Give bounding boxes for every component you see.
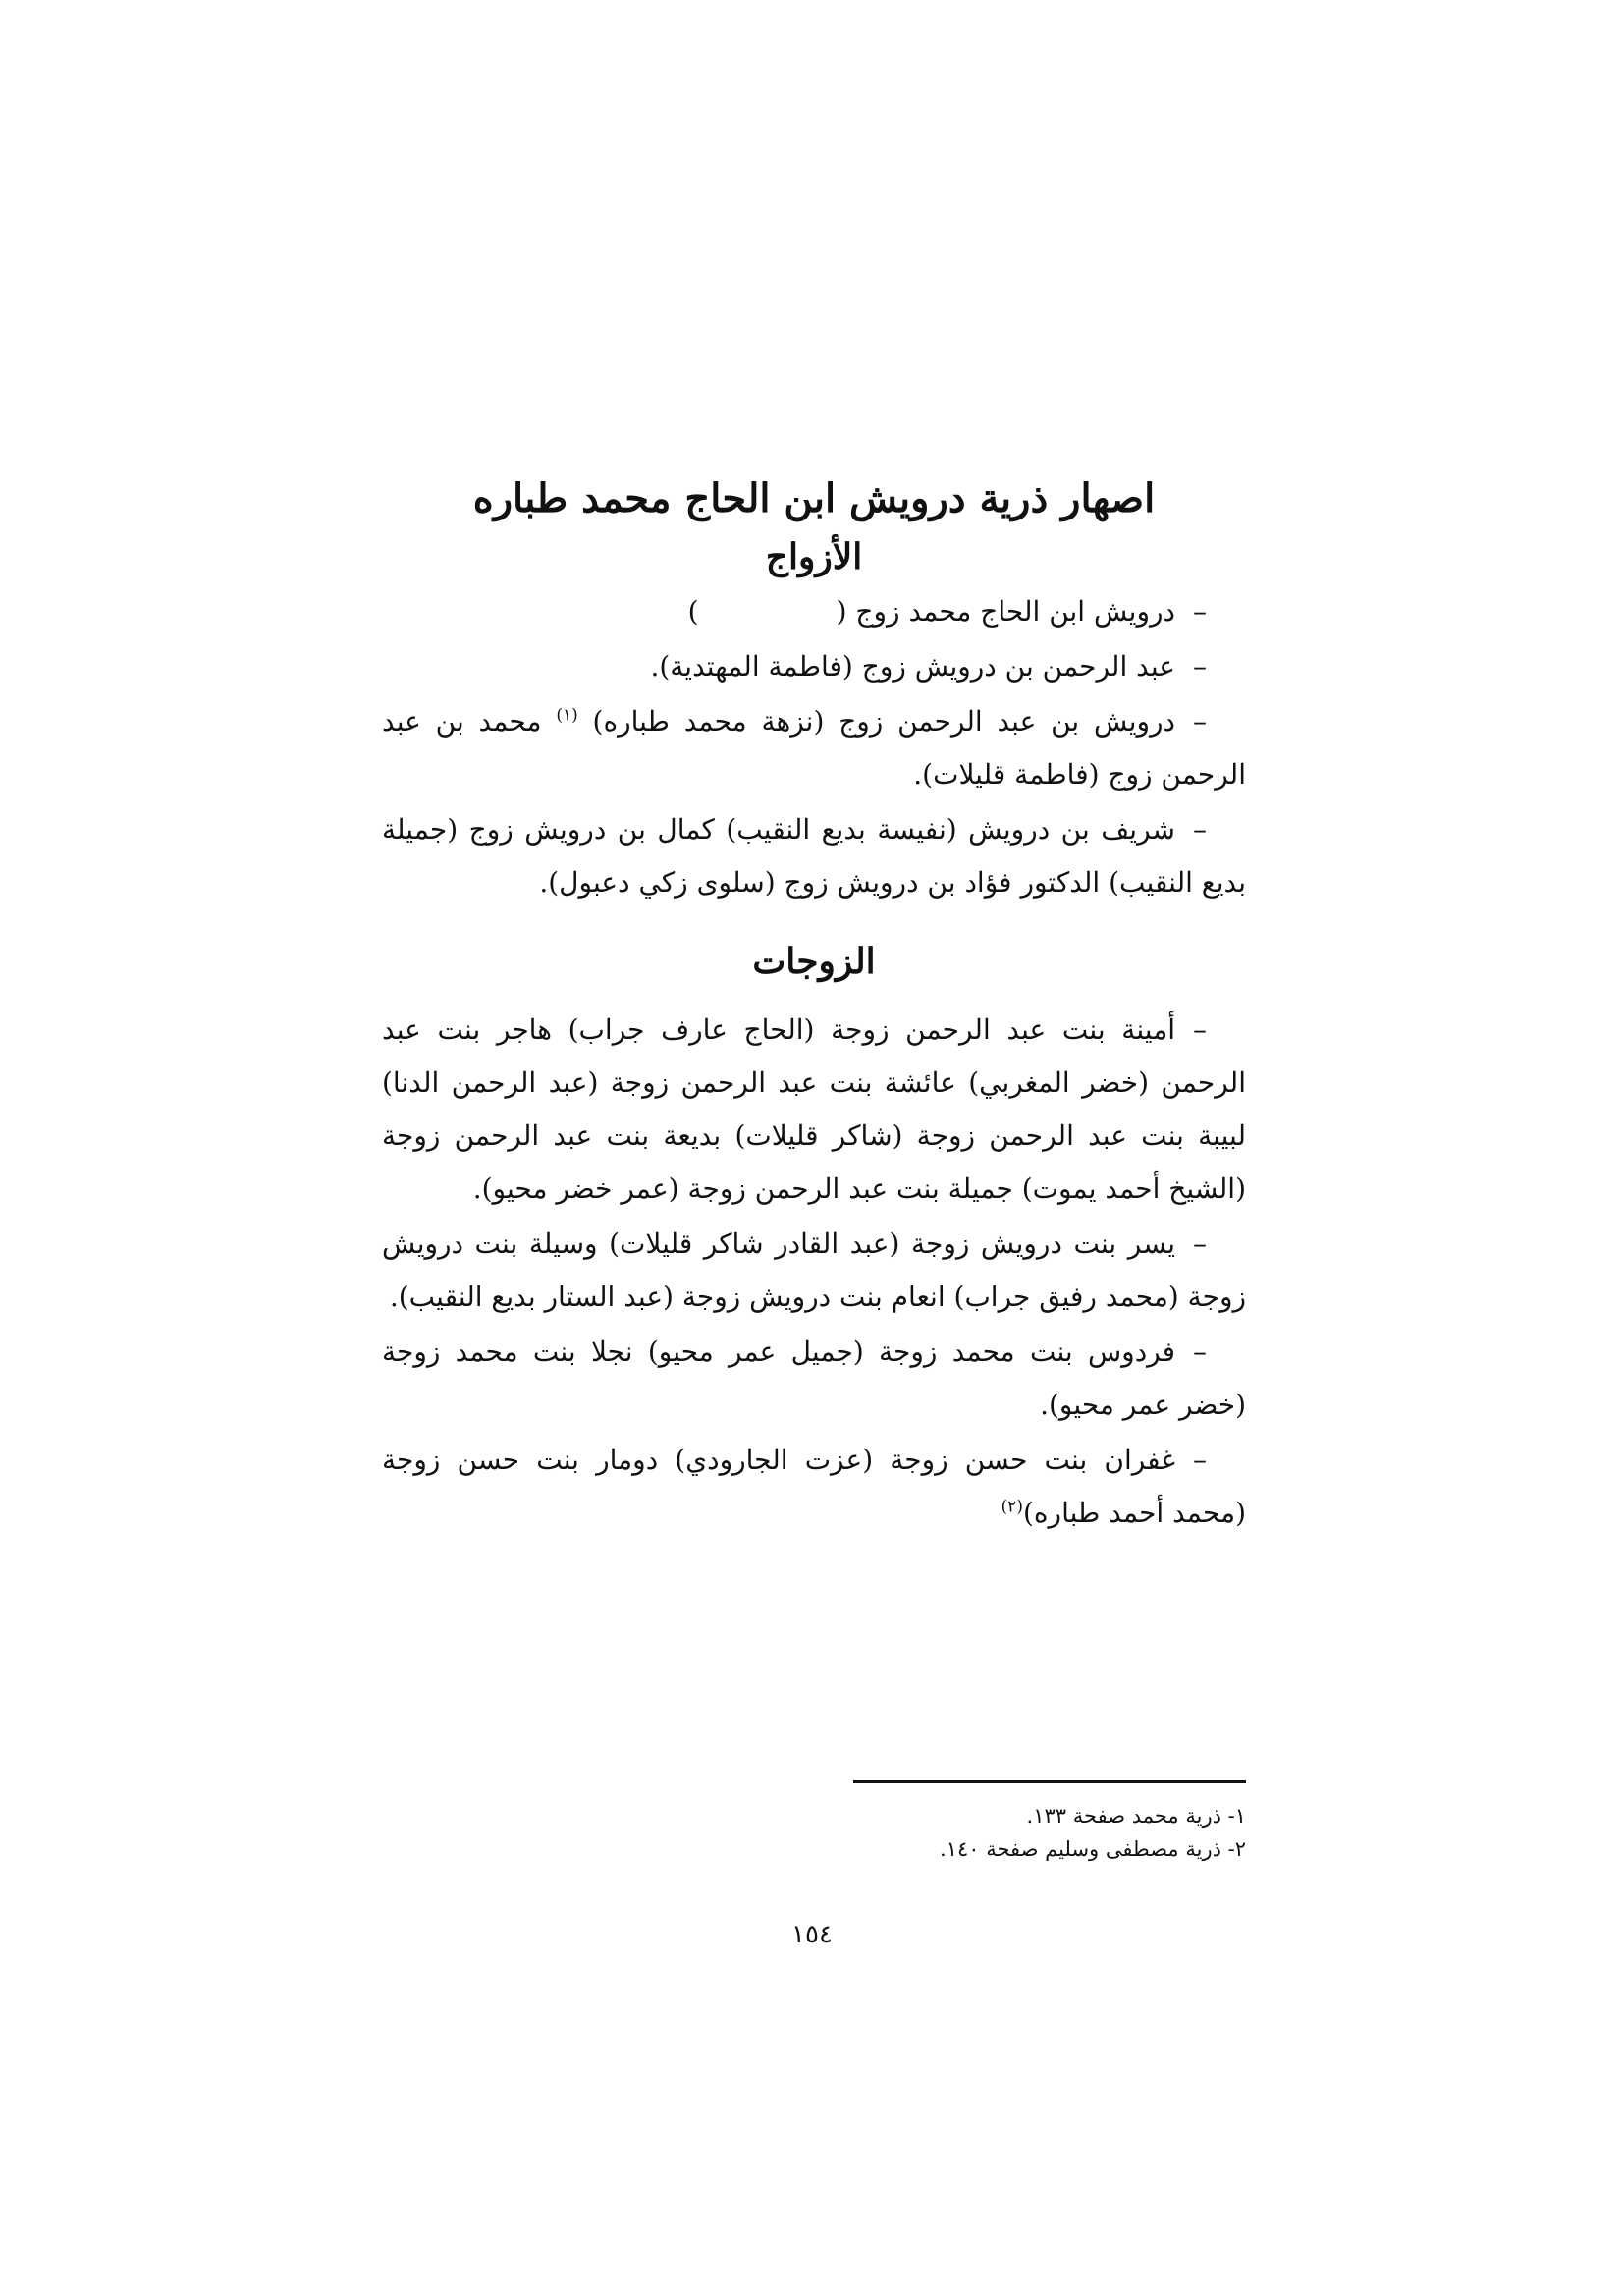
list-item	[382, 1218, 1246, 1324]
footnote-divider	[853, 1780, 1246, 1783]
entry-text: شريف بن درويش (نفيسة بديع النقيب) كمال بن درويش زوج (جميلة بديع النقيب) الدكتور فؤاد بن درويش زوج (سلوى زكي دعبول).	[382, 813, 1246, 899]
entry-text-continued: محمد بن عبد الرحمن زوج (فاطمة قليلات).	[382, 705, 1246, 791]
page-number: ١٥٤	[791, 1920, 833, 1949]
entry-text: يسر بنت درويش زوجة (عبد القادر شاكر قليلات) وسيلة بنت درويش زوجة (محمد رفيق جراب) انعام بنت درويش زوجة (عبد الستار بديع النقيب).	[382, 1228, 1246, 1313]
footnote-2: ٢- ذرية مصطفى وسليم صفحة ١٤٠.	[940, 1837, 1246, 1861]
entry-text: فردوس بنت محمد زوجة (جميل عمر محيو) نجلا بنت محمد زوجة (خضر عمر محيو).	[382, 1336, 1246, 1421]
bullet-dash: –	[1193, 595, 1207, 628]
entry-text: درويش بن عبد الرحمن زوج (نزهة محمد طباره)	[592, 705, 1176, 738]
footnote-ref-1[interactable]: (١)	[556, 705, 578, 726]
husbands-heading: الأزواج	[765, 536, 863, 577]
list-item	[382, 695, 1246, 801]
footnote-ref-2[interactable]: (٢)	[1001, 1497, 1023, 1517]
entry-text: غفران بنت حسن زوجة (عزت الجارودي) دومار بنت حسن زوجة (محمد أحمد طباره)	[382, 1444, 1246, 1529]
bullet-dash: –	[1193, 705, 1208, 738]
entry-text: درويش ابن الحاج محمد زوج (	[836, 595, 1175, 628]
bullet-dash: –	[1193, 1444, 1207, 1476]
entry-text-end: )	[687, 595, 699, 628]
footnotes	[853, 1799, 1246, 1866]
footnote-1: ١- ذرية محمد صفحة ١٣٣.	[1026, 1804, 1246, 1828]
wives-list	[382, 1004, 1246, 1540]
list-item	[382, 1326, 1246, 1432]
list-item	[382, 1434, 1246, 1540]
wives-heading: الزوجات	[752, 941, 876, 982]
page-title: اصهار ذرية درويش ابن الحاج محمد طباره	[472, 475, 1156, 521]
bullet-dash: –	[1193, 813, 1207, 846]
list-item	[382, 585, 1246, 638]
list-item	[382, 640, 1246, 693]
page-content	[382, 469, 1246, 1542]
entry-text: أمينة بنت عبد الرحمن زوجة (الحاج عارف جراب) هاجر بنت عبد الرحمن (خضر المغربي) عائشة بنت عبد الرحمن زوجة (عبد الرحمن الدنا) لبيبة بنت عبد الرحمن زوجة (شاكر قليلات) بديعة بنت عبد الرحمن زوجة (الشيخ أحمد يموت) جميلة بنت عبد الرحمن زوجة (عمر خضر محيو).	[382, 1013, 1246, 1205]
list-item	[382, 803, 1246, 909]
list-item	[382, 1004, 1246, 1216]
bullet-dash: –	[1193, 650, 1207, 683]
bullet-dash: –	[1193, 1013, 1207, 1046]
husbands-list	[382, 585, 1246, 909]
entry-text: عبد الرحمن بن درويش زوج (فاطمة المهتدية).	[650, 650, 1175, 683]
bullet-dash: –	[1193, 1336, 1207, 1368]
bullet-dash: –	[1193, 1228, 1207, 1260]
